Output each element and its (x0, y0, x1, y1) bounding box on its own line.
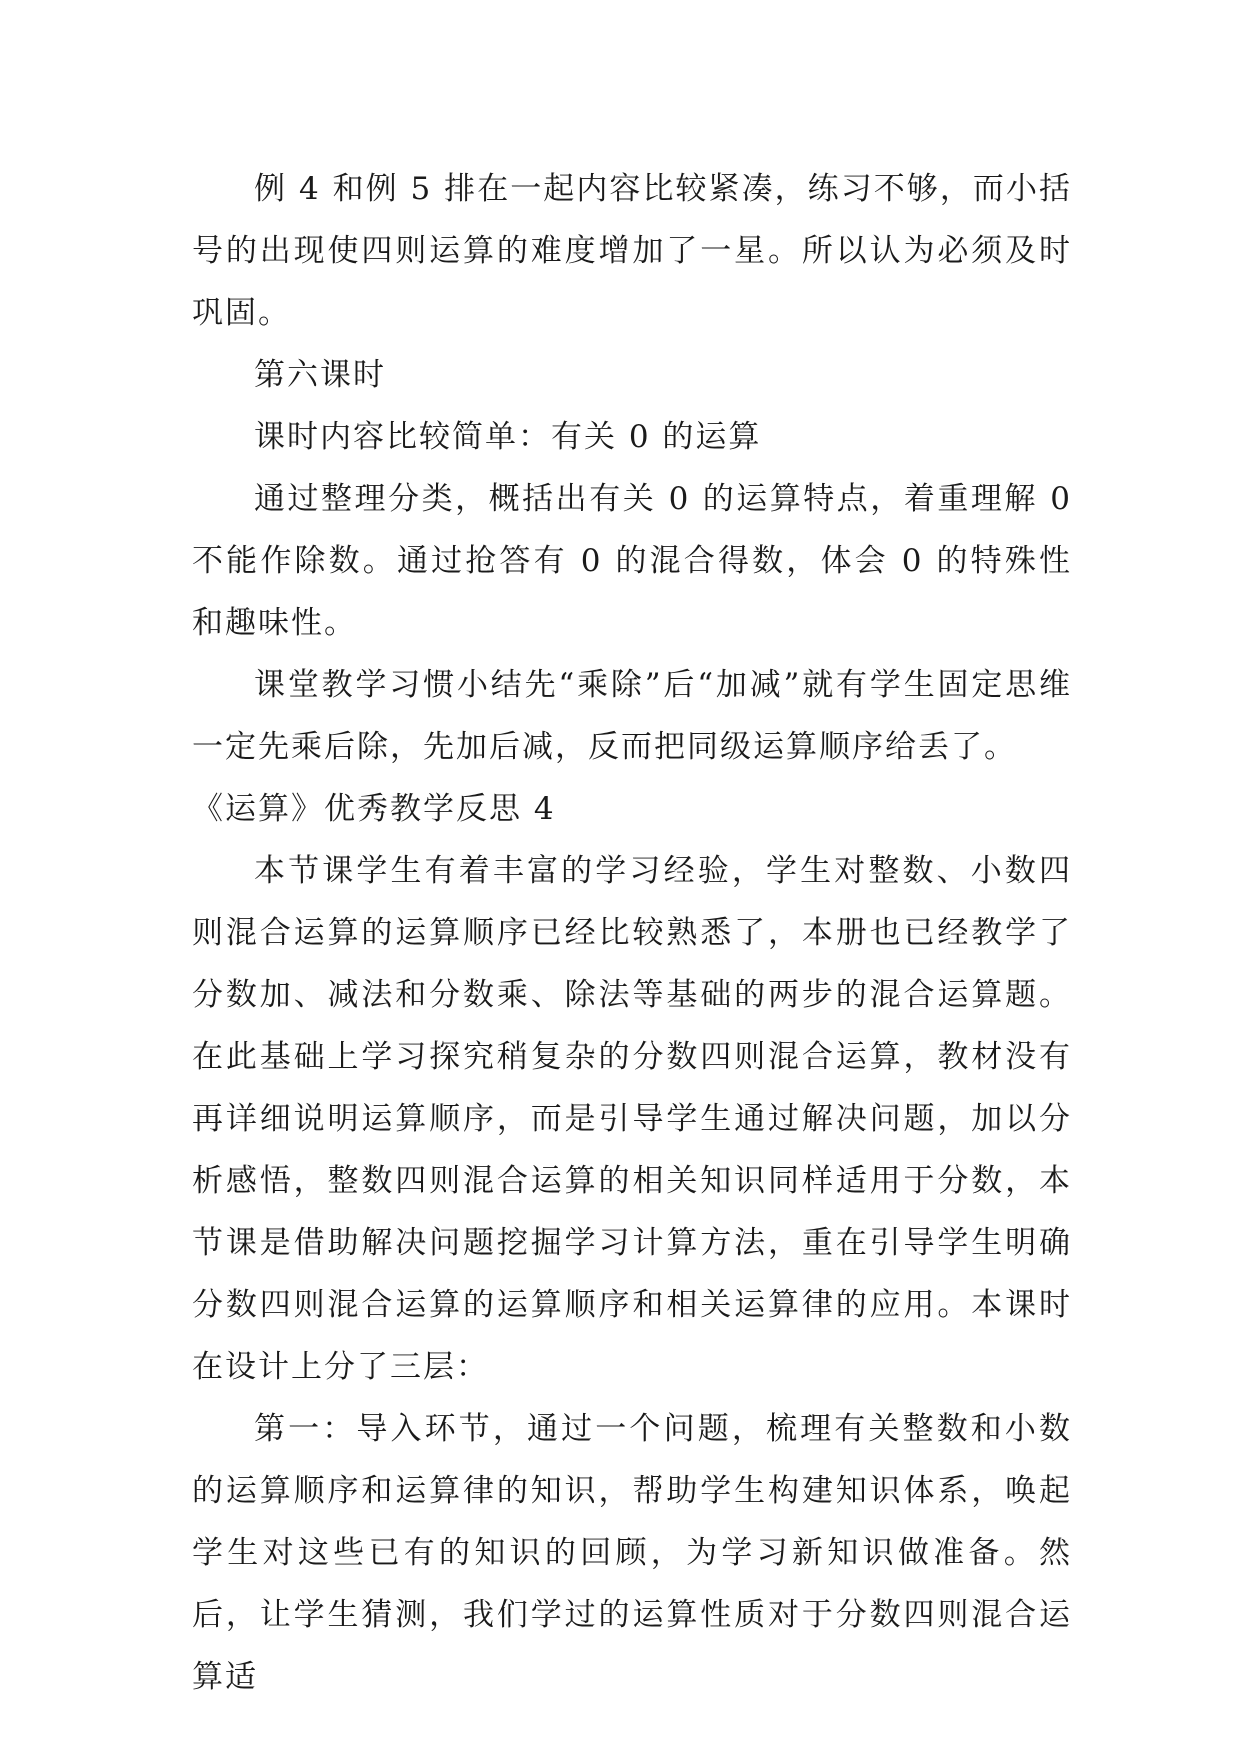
document-page (192, 158, 1072, 1708)
paragraph-classroom-habit: 课堂教学习惯小结先“乘除”后“加减”就有学生固定思维一定先乘后除，先加后减，反而把同级运算顺序给丢了。 (192, 667, 1072, 765)
paragraph-first-layer: 第一：导入环节，通过一个问题，梳理有关整数和小数的运算顺序和运算律的知识，帮助学生构建知识体系，唤起学生对这些已有的知识的回顾，为学习新知识做准备。然后，让学生猜测，我们学过的运算性质对于分数四则混合运算适 (192, 1411, 1072, 1695)
paragraph-lesson-six-heading: 第六课时 (254, 357, 386, 393)
paragraph-example-review: 例 4 和例 5 排在一起内容比较紧凑，练习不够，而小括号的出现使四则运算的难度增加了一星。所以认为必须及时巩固。 (192, 171, 1072, 331)
paragraph-zero-operations: 通过整理分类，概括出有关 0 的运算特点，着重理解 0 不能作除数。通过抢答有 0 的混合得数，体会 0 的特殊性和趣味性。 (192, 481, 1072, 641)
section-title-reflection-4: 《运算》优秀教学反思 4 (192, 791, 556, 827)
paragraph-lesson-content: 课时内容比较简单：有关 0 的运算 (254, 419, 762, 455)
paragraph-lesson-overview: 本节课学生有着丰富的学习经验，学生对整数、小数四则混合运算的运算顺序已经比较熟悉了，本册也已经教学了分数加、减法和分数乘、除法等基础的两步的混合运算题。在此基础上学习探究稍复杂的分数四则混合运算，教材没有再详细说明运算顺序，而是引导学生通过解决问题，加以分析感悟，整数四则混合运算的相关知识同样适用于分数，本节课是借助解决问题挖掘学习计算方法，重在引导学生明确分数四则混合运算的运算顺序和相关运算律的应用。本课时在设计上分了三层： (192, 853, 1072, 1385)
